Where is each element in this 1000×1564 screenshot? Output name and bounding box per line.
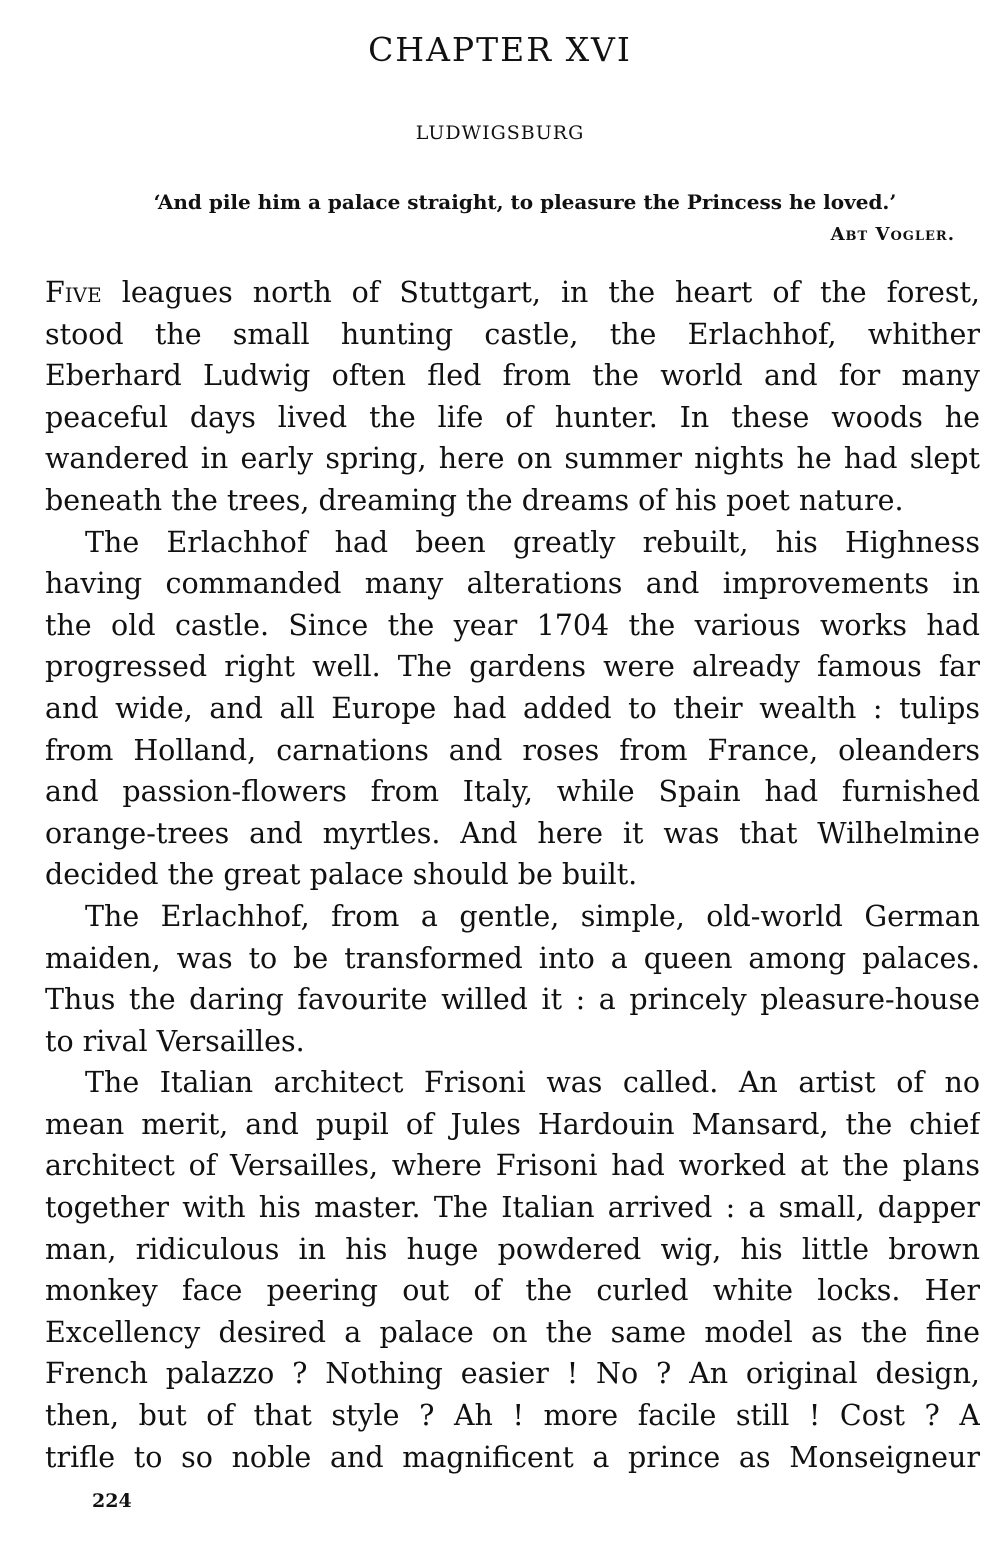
text-line: and passion-flowers from Italy, while Spain had furnished	[45, 775, 980, 809]
text-line: The Erlachhof, from a gentle, simple, old-world German	[85, 899, 980, 933]
paragraph-lead-word: Five	[45, 276, 102, 309]
text-line: Excellency desired a palace on the same model as the fine	[45, 1315, 980, 1349]
text-line: Eberhard Ludwig often fled from the world and for many	[45, 359, 980, 393]
text-line: progressed right well. The gardens were already famous far	[45, 650, 980, 684]
text-line: wandered in early spring, here on summer nights he had slept	[45, 442, 980, 476]
text-line: beneath the trees, dreaming the dreams of his poet nature.	[45, 483, 904, 517]
text-line: having commanded many alterations and improvements in	[45, 567, 980, 601]
text-line: monkey face peering out of the curled white locks. Her	[45, 1274, 980, 1308]
text-line: trifle to so noble and magnificent a prince as Monseigneur	[45, 1440, 980, 1474]
text-line-rest: leagues north of Stuttgart, in the heart of the forest,	[101, 276, 980, 309]
chapter-subtitle: LUDWIGSBURG	[415, 122, 585, 144]
text-line: The Erlachhof had been greatly rebuilt, his Highness	[85, 525, 980, 559]
epigraph-quote: ‘And pile him a palace straight, to pleasure the Princess he loved.’	[153, 190, 897, 214]
text-line: maiden, was to be transformed into a queen among palaces.	[45, 941, 980, 975]
text-line: and wide, and all Europe had added to their wealth : tulips	[45, 691, 980, 725]
text-line: architect of Versailles, where Frisoni had worked at the plans	[45, 1149, 980, 1183]
text-line: Thus the daring favourite willed it : a princely pleasure-house	[45, 983, 980, 1017]
text-line: together with his master. The Italian arrived : a small, dapper	[45, 1191, 980, 1225]
text-line: decided the great palace should be built.	[45, 858, 638, 892]
text-line: orange-trees and myrtles. And here it was that Wilhelmine	[45, 816, 980, 850]
text-line: stood the small hunting castle, the Erlachhof, whither	[45, 317, 980, 351]
text-line	[45, 272, 980, 314]
body-text	[45, 272, 980, 1478]
page-number: 224	[92, 1490, 132, 1512]
text-line: mean merit, and pupil of Jules Hardouin Mansard, the chief	[45, 1107, 980, 1141]
text-line: French palazzo ? Nothing easier ! No ? An original design,	[45, 1357, 980, 1391]
text-line: peaceful days lived the life of hunter. In these woods he	[45, 400, 980, 434]
text-line: the old castle. Since the year 1704 the various works had	[45, 608, 980, 642]
text-line: man, ridiculous in his huge powdered wig, his little brown	[45, 1232, 980, 1266]
text-line: from Holland, carnations and roses from France, oleanders	[45, 733, 980, 767]
text-line: then, but of that style ? Ah ! more facile still ! Cost ? A	[45, 1399, 980, 1433]
epigraph-attribution: Abt Vogler.	[830, 224, 955, 245]
text-line: to rival Versailles.	[45, 1024, 305, 1058]
text-line: The Italian architect Frisoni was called. An artist of no	[85, 1066, 980, 1100]
chapter-title: CHAPTER XVI	[368, 30, 632, 69]
